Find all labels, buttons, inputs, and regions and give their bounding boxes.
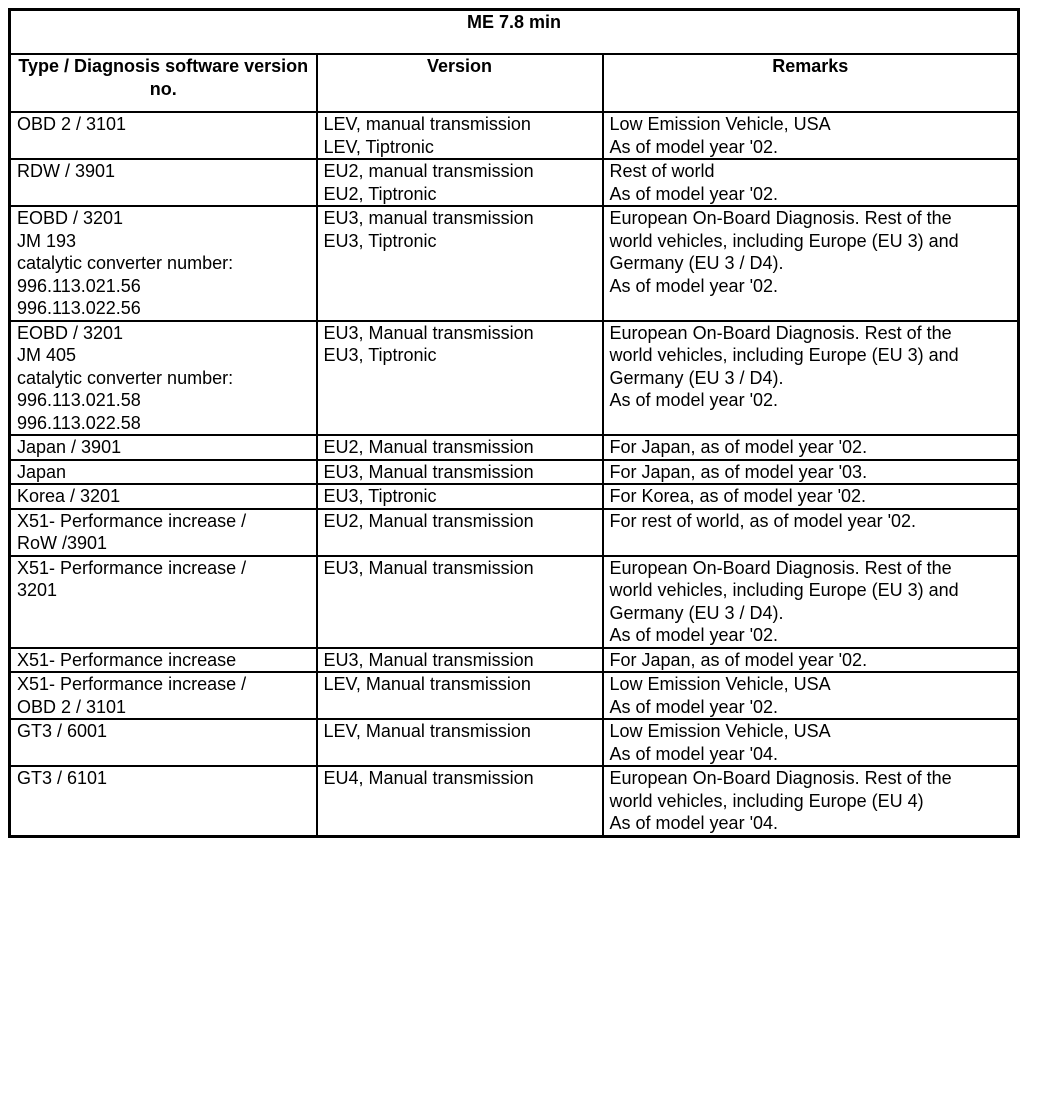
type-line: JM 405 bbox=[17, 345, 77, 365]
version-line: EU2, manual transmission bbox=[323, 161, 534, 181]
header-remarks: Remarks bbox=[603, 54, 1019, 112]
remarks-line: For Japan, as of model year '03. bbox=[609, 461, 868, 482]
table-title-row bbox=[10, 10, 1019, 55]
version-line: EU3, Tiptronic bbox=[323, 230, 437, 251]
remarks-line: Germany (EU 3 / D4). bbox=[609, 602, 784, 623]
header-type: Type / Diagnosis software version no. bbox=[10, 54, 317, 112]
type-line: EOBD / 3201 bbox=[17, 208, 124, 228]
remarks-cell bbox=[603, 648, 1019, 673]
remarks-cell bbox=[603, 321, 1019, 436]
table-header-row bbox=[10, 54, 1019, 112]
type-line: Japan bbox=[17, 461, 67, 482]
type-cell bbox=[10, 672, 317, 719]
remarks-cell bbox=[603, 672, 1019, 719]
table-row bbox=[10, 321, 1019, 436]
remarks-line: European On-Board Diagnosis. Rest of the bbox=[609, 208, 952, 228]
version-line: LEV, Manual transmission bbox=[323, 674, 531, 694]
table-row bbox=[10, 112, 1019, 159]
version-cell bbox=[317, 484, 603, 509]
type-line: OBD 2 / 3101 bbox=[17, 696, 127, 717]
remarks-cell bbox=[603, 509, 1019, 556]
remarks-cell bbox=[603, 766, 1019, 836]
type-cell bbox=[10, 321, 317, 436]
remarks-line: As of model year '04. bbox=[609, 813, 779, 833]
version-line: EU3, Tiptronic bbox=[323, 486, 437, 506]
remarks-cell bbox=[603, 206, 1019, 321]
table-row bbox=[10, 672, 1019, 719]
remarks-cell bbox=[603, 719, 1019, 766]
type-line: X51- Performance increase / bbox=[17, 510, 247, 531]
version-cell bbox=[317, 460, 603, 485]
version-line: EU3, Manual transmission bbox=[323, 649, 534, 670]
remarks-line: Germany (EU 3 / D4). bbox=[609, 253, 784, 273]
version-line: EU3, Manual transmission bbox=[323, 461, 534, 482]
remarks-line: European On-Board Diagnosis. Rest of the bbox=[609, 322, 952, 343]
remarks-line: European On-Board Diagnosis. Rest of the bbox=[609, 768, 952, 788]
type-cell bbox=[10, 206, 317, 321]
remarks-cell bbox=[603, 556, 1019, 648]
version-cell bbox=[317, 159, 603, 206]
version-line: EU3, Manual transmission bbox=[323, 322, 534, 343]
version-line: EU3, Tiptronic bbox=[323, 345, 437, 365]
type-cell bbox=[10, 484, 317, 509]
remarks-cell bbox=[603, 484, 1019, 509]
remarks-line: As of model year '02. bbox=[609, 625, 779, 645]
table-title: ME 7.8 min bbox=[10, 10, 1019, 55]
remarks-line: Low Emission Vehicle, USA bbox=[609, 721, 831, 741]
type-line: EOBD / 3201 bbox=[17, 322, 124, 343]
table-row bbox=[10, 648, 1019, 673]
remarks-line: As of model year '04. bbox=[609, 743, 779, 764]
type-line: 3201 bbox=[17, 580, 58, 600]
type-line: X51- Performance increase / bbox=[17, 674, 247, 694]
remarks-line: As of model year '02. bbox=[609, 183, 779, 204]
remarks-line: For Japan, as of model year '02. bbox=[609, 437, 868, 457]
version-line: LEV, Manual transmission bbox=[323, 721, 531, 741]
type-line: 996.113.022.56 bbox=[17, 298, 141, 318]
type-line: Korea / 3201 bbox=[17, 486, 121, 506]
remarks-line: Low Emission Vehicle, USA bbox=[609, 674, 831, 694]
remarks-line: Rest of world bbox=[609, 161, 715, 181]
type-line: 996.113.021.56 bbox=[17, 275, 141, 296]
remarks-line: For Korea, as of model year '02. bbox=[609, 486, 867, 506]
version-cell bbox=[317, 556, 603, 648]
type-cell bbox=[10, 159, 317, 206]
version-line: EU4, Manual transmission bbox=[323, 768, 534, 788]
remarks-line: As of model year '02. bbox=[609, 390, 779, 410]
table-row bbox=[10, 719, 1019, 766]
remarks-line: world vehicles, including Europe (EU 4) bbox=[609, 790, 924, 811]
remarks-cell bbox=[603, 460, 1019, 485]
type-cell bbox=[10, 556, 317, 648]
remarks-line: world vehicles, including Europe (EU 3) and bbox=[609, 580, 959, 600]
table-row bbox=[10, 460, 1019, 485]
remarks-line: As of model year '02. bbox=[609, 275, 779, 296]
type-line: JM 193 bbox=[17, 230, 77, 251]
table-row bbox=[10, 484, 1019, 509]
type-cell bbox=[10, 719, 317, 766]
type-line: GT3 / 6101 bbox=[17, 768, 108, 788]
remarks-line: world vehicles, including Europe (EU 3) and bbox=[609, 230, 959, 251]
remarks-line: European On-Board Diagnosis. Rest of the bbox=[609, 557, 952, 578]
remarks-line: As of model year '02. bbox=[609, 136, 779, 157]
version-cell bbox=[317, 112, 603, 159]
type-cell bbox=[10, 766, 317, 836]
type-line: X51- Performance increase / bbox=[17, 557, 247, 578]
type-cell bbox=[10, 112, 317, 159]
version-cell bbox=[317, 648, 603, 673]
remarks-line: Germany (EU 3 / D4). bbox=[609, 367, 784, 388]
remarks-line: world vehicles, including Europe (EU 3) and bbox=[609, 345, 959, 365]
version-cell bbox=[317, 321, 603, 436]
type-line: 996.113.022.58 bbox=[17, 412, 141, 433]
type-line: 996.113.021.58 bbox=[17, 390, 141, 410]
type-cell bbox=[10, 509, 317, 556]
version-line: EU2, Tiptronic bbox=[323, 183, 437, 204]
remarks-line: Low Emission Vehicle, USA bbox=[609, 114, 831, 134]
version-line: LEV, manual transmission bbox=[323, 114, 531, 134]
type-line: catalytic converter number: bbox=[17, 367, 234, 388]
me78-spec-table bbox=[8, 8, 1020, 838]
type-line: RoW /3901 bbox=[17, 533, 108, 553]
table-row bbox=[10, 159, 1019, 206]
version-line: EU3, manual transmission bbox=[323, 208, 534, 228]
version-cell bbox=[317, 509, 603, 556]
type-line: RDW / 3901 bbox=[17, 161, 116, 181]
table-row bbox=[10, 435, 1019, 460]
version-cell bbox=[317, 435, 603, 460]
table-row bbox=[10, 509, 1019, 556]
type-cell bbox=[10, 435, 317, 460]
table-row bbox=[10, 556, 1019, 648]
remarks-cell bbox=[603, 112, 1019, 159]
table-row bbox=[10, 206, 1019, 321]
header-version: Version bbox=[317, 54, 603, 112]
table-row bbox=[10, 766, 1019, 836]
remarks-line: For Japan, as of model year '02. bbox=[609, 649, 868, 670]
version-line: EU2, Manual transmission bbox=[323, 437, 534, 457]
type-cell bbox=[10, 460, 317, 485]
type-line: GT3 / 6001 bbox=[17, 721, 108, 741]
version-cell bbox=[317, 766, 603, 836]
version-line: EU2, Manual transmission bbox=[323, 510, 534, 531]
version-cell bbox=[317, 719, 603, 766]
type-line: catalytic converter number: bbox=[17, 253, 234, 273]
version-cell bbox=[317, 672, 603, 719]
remarks-line: For rest of world, as of model year '02. bbox=[609, 510, 917, 531]
type-cell bbox=[10, 648, 317, 673]
version-line: EU3, Manual transmission bbox=[323, 557, 534, 578]
version-cell bbox=[317, 206, 603, 321]
remarks-cell bbox=[603, 159, 1019, 206]
type-line: Japan / 3901 bbox=[17, 437, 122, 457]
remarks-line: As of model year '02. bbox=[609, 696, 779, 717]
remarks-cell bbox=[603, 435, 1019, 460]
table-body bbox=[10, 112, 1019, 836]
version-line: LEV, Tiptronic bbox=[323, 136, 434, 157]
type-line: OBD 2 / 3101 bbox=[17, 114, 127, 134]
type-line: X51- Performance increase bbox=[17, 649, 237, 670]
